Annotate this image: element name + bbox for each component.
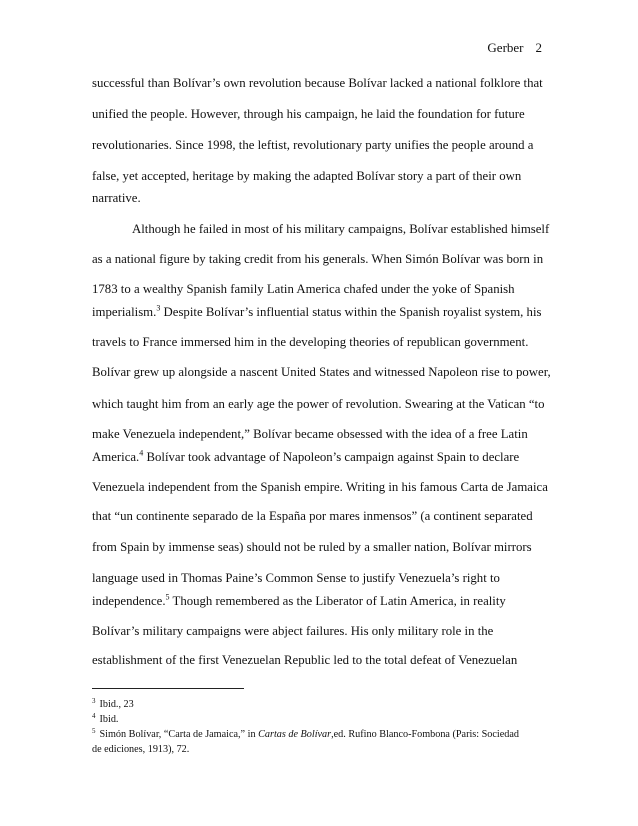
body-line: unified the people. However, through his campaign, he laid the foundation for future	[92, 107, 525, 121]
footnote-number: 3	[92, 696, 96, 705]
text-segment: America.	[92, 450, 140, 464]
footnote-4	[92, 713, 118, 726]
footnote-number: 5	[92, 726, 96, 735]
footnote-text: ,ed. Rufino Blanco-Fombona (Paris: Sociedad	[331, 729, 519, 740]
body-line: narrative.	[92, 191, 141, 205]
body-line: make Venezuela independent,” Bolívar became obsessed with the idea of a free Latin	[92, 427, 528, 441]
body-line	[92, 593, 506, 609]
footnote-ref-3[interactable]: 3	[156, 303, 161, 313]
running-header	[487, 40, 542, 56]
body-line: that “un continente separado de la España por mares inmensos” (a continent separated	[92, 509, 533, 523]
footnote-number: 4	[92, 711, 96, 720]
body-line: Bolívar’s military campaigns were abject failures. His only military role in the	[92, 624, 494, 638]
footnote-continuation: de ediciones, 1913), 72.	[92, 744, 190, 755]
page-number: 2	[535, 40, 542, 55]
footnote-text: Ibid., 23	[99, 699, 134, 710]
paragraph-first-line: Although he failed in most of his military campaigns, Bolívar established himself	[132, 222, 550, 236]
body-line: revolutionaries. Since 1998, the leftist, revolutionary party unifies the people around a	[92, 138, 534, 152]
body-line: 1783 to a wealthy Spanish family Latin America chafed under the yoke of Spanish	[92, 282, 515, 296]
body-line: as a national figure by taking credit from his generals. When Simón Bolívar was born in	[92, 252, 544, 266]
body-line: from Spain by immense seas) should not be ruled by a smaller nation, Bolívar mirrors	[92, 540, 532, 554]
header-author: Gerber	[487, 40, 524, 55]
footnote-ref-5[interactable]: 5	[165, 592, 170, 602]
body-line: which taught him from an early age the power of revolution. Swearing at the Vatican “to	[92, 397, 545, 411]
body-line: successful than Bolívar’s own revolution because Bolívar lacked a national folklore that	[92, 76, 543, 90]
text-segment: imperialism.	[92, 305, 157, 319]
footnote-5	[92, 728, 519, 741]
body-line: Venezuela independent from the Spanish empire. Writing in his famous Carta de Jamaica	[92, 480, 548, 494]
text-segment: Though remembered as the Liberator of Latin America, in reality	[169, 594, 506, 608]
body-line: Bolívar grew up alongside a nascent United States and witnessed Napoleon rise to power,	[92, 365, 551, 379]
footnote-separator	[92, 688, 244, 689]
body-line: language used in Thomas Paine’s Common Sense to justify Venezuela’s right to	[92, 571, 500, 585]
text-segment: Despite Bolívar’s influential status within the Spanish royalist system, his	[160, 305, 542, 319]
body-line	[92, 449, 519, 465]
body-line: travels to France immersed him in the developing theories of republican government.	[92, 335, 529, 349]
body-line: false, yet accepted, heritage by making the adapted Bolívar story a part of their own	[92, 169, 522, 183]
body-line	[92, 304, 541, 320]
text-segment: independence.	[92, 594, 166, 608]
footnote-3	[92, 698, 134, 711]
footnote-text: Simón Bolívar, “Carta de Jamaica,” in	[99, 729, 259, 740]
text-segment: Bolívar took advantage of Napoleon’s campaign against Spain to declare	[143, 450, 520, 464]
footnote-text: Ibid.	[99, 714, 119, 725]
book-title: Cartas de Bolívar	[258, 729, 332, 740]
body-line: establishment of the first Venezuelan Republic led to the total defeat of Venezuelan	[92, 653, 518, 667]
footnote-ref-4[interactable]: 4	[139, 448, 144, 458]
